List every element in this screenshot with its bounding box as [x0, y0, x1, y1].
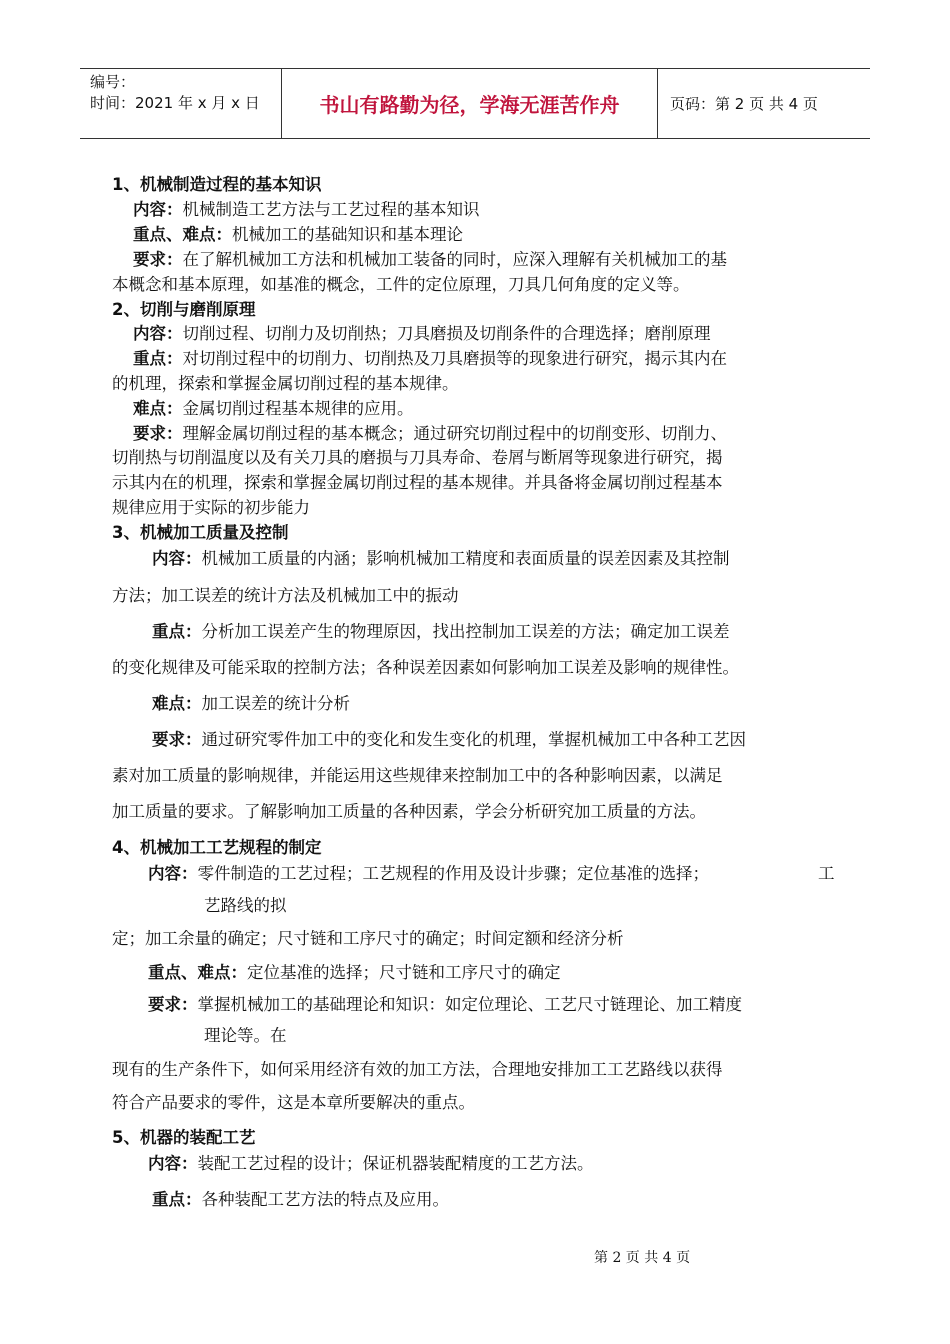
label: 内容： [133, 324, 183, 343]
paragraph-line: 方法；加工误差的统计方法及机械加工中的振动 [112, 586, 459, 605]
paragraph [152, 618, 730, 642]
text: 通过研究零件加工中的变化和发生变化的机理，掌握机械加工中各种工艺因 [201, 730, 746, 749]
paragraph [133, 420, 727, 444]
paragraph-line: 示其内在的机理，探索和掌握金属切削过程的基本规律。并具备将金属切削过程基本 [112, 473, 723, 492]
section-title: 1、机械制造过程的基本知识 [112, 175, 322, 194]
label: 难点： [152, 694, 202, 713]
paragraph-line: 现有的生产条件下，如何采用经济有效的加工方法，合理地安排加工工艺路线以获得 [112, 1060, 723, 1079]
label: 内容： [133, 200, 183, 219]
paragraph [148, 860, 709, 884]
paragraph [133, 246, 727, 270]
text: 在了解机械加工方法和机械加工装备的同时，应深入理解有关机械加工的基 [182, 250, 727, 269]
paragraph-fragment: 工 [818, 864, 835, 883]
paragraph-line: 规律应用于实际的初步能力 [112, 498, 310, 517]
paragraph [133, 320, 711, 344]
text: 机械加工质量的内涵；影响机械加工精度和表面质量的误差因素及其控制 [201, 549, 730, 568]
section-title: 2、切削与磨削原理 [112, 300, 256, 319]
text: 各种装配工艺方法的特点及应用。 [201, 1190, 449, 1209]
text: 机械加工的基础知识和基本理论 [232, 225, 463, 244]
label: 要求： [133, 250, 183, 269]
paragraph [152, 690, 350, 714]
paragraph [152, 545, 730, 569]
text: 对切削过程中的切削力、切削热及刀具磨损等的现象进行研究，揭示其内在 [182, 349, 727, 368]
paragraph-line: 本概念和基本原理，如基准的概念，工件的定位原理，刀具几何角度的定义等。 [112, 275, 690, 294]
label: 重点、难点： [148, 963, 247, 982]
section-title: 3、机械加工质量及控制 [112, 523, 289, 542]
header-meta [80, 69, 282, 138]
header-motto: 书山有路勤为径，学海无涯苦作舟 [282, 69, 658, 138]
text: 切削过程、切削力及切削热；刀具磨损及切削条件的合理选择；磨削原理 [182, 324, 711, 343]
label: 重点、难点： [133, 225, 232, 244]
label: 内容： [152, 549, 202, 568]
paragraph [133, 221, 463, 245]
paragraph [148, 959, 561, 983]
label: 要求： [152, 730, 202, 749]
paragraph-line: 符合产品要求的零件，这是本章所要解决的重点。 [112, 1093, 475, 1112]
label: 要求： [148, 995, 198, 1014]
header-page-info: 页码：第 2 页 共 4 页 [670, 95, 818, 113]
label: 内容： [148, 864, 198, 883]
paragraph [148, 991, 742, 1015]
paragraph-line: 素对加工质量的影响规律，并能运用这些规律来控制加工中的各种影响因素，以满足 [112, 766, 723, 785]
text: 机械制造工艺方法与工艺过程的基本知识 [182, 200, 480, 219]
section-title: 5、机器的装配工艺 [112, 1128, 256, 1147]
text: 定位基准的选择；尺寸链和工序尺寸的确定 [247, 963, 561, 982]
text: 理解金属切削过程的基本概念；通过研究切削过程中的切削变形、切削力、 [182, 424, 727, 443]
paragraph-line: 理论等。在 [204, 1026, 287, 1045]
text: 装配工艺过程的设计；保证机器装配精度的工艺方法。 [197, 1154, 594, 1173]
label: 要求： [133, 424, 183, 443]
paragraph [152, 726, 746, 750]
label: 内容： [148, 1154, 198, 1173]
paragraph [133, 196, 480, 220]
paragraph [148, 1150, 594, 1174]
paragraph-line: 艺路线的拟 [204, 896, 287, 915]
paragraph-line: 切削热与切削温度以及有关刀具的磨损与刀具寿命、卷屑与断屑等现象进行研究，揭 [112, 448, 723, 467]
paragraph-line: 定；加工余量的确定；尺寸链和工序尺寸的确定；时间定额和经济分析 [112, 929, 624, 948]
page-footer: 第 2 页 共 4 页 [594, 1250, 691, 1266]
text: 金属切削过程基本规律的应用。 [182, 399, 414, 418]
paragraph [152, 1186, 449, 1210]
text: 加工误差的统计分析 [201, 694, 350, 713]
paragraph-line: 的变化规律及可能采取的控制方法；各种误差因素如何影响加工误差及影响的规律性。 [112, 658, 739, 677]
time-label: 时间：2021 年 x 月 x 日 [90, 94, 260, 112]
paragraph [133, 345, 727, 369]
text: 分析加工误差产生的物理原因，找出控制加工误差的方法；确定加工误差 [201, 622, 730, 641]
paragraph [133, 395, 414, 419]
section-title: 4、机械加工工艺规程的制定 [112, 838, 322, 857]
text: 零件制造的工艺过程；工艺规程的作用及设计步骤；定位基准的选择； [197, 864, 709, 883]
label: 难点： [133, 399, 183, 418]
label: 重点： [152, 622, 202, 641]
label: 重点： [152, 1190, 202, 1209]
label: 重点： [133, 349, 183, 368]
paragraph-line: 的机理，探索和掌握金属切削过程的基本规律。 [112, 374, 459, 393]
number-label: 编号： [90, 73, 136, 91]
page-header [80, 68, 870, 139]
paragraph-line: 加工质量的要求。了解影响加工质量的各种因素，学会分析研究加工质量的方法。 [112, 802, 706, 821]
text: 掌握机械加工的基础理论和知识：如定位理论、工艺尺寸链理论、加工精度 [197, 995, 742, 1014]
